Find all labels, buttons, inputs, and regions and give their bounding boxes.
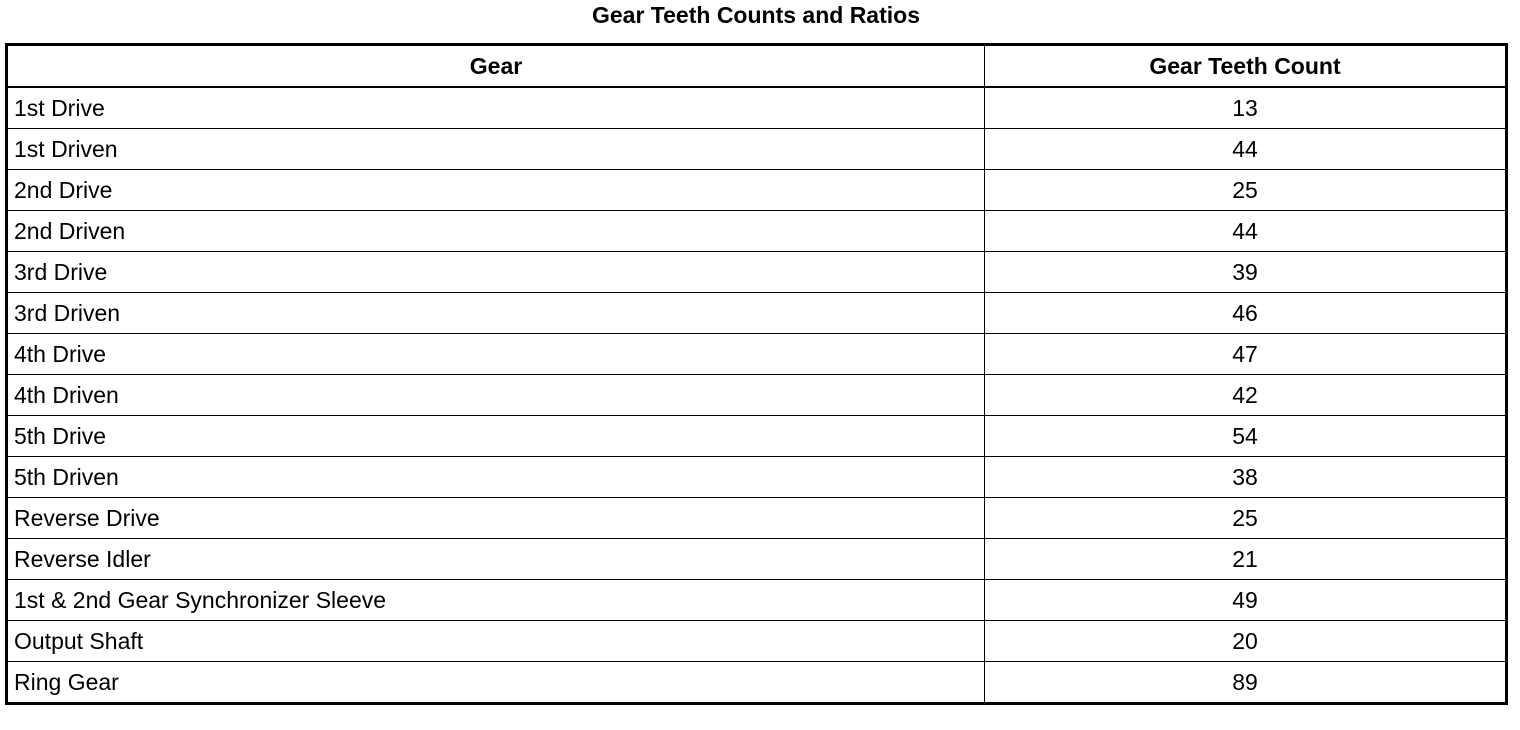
table-row bbox=[7, 252, 1507, 293]
table-row bbox=[7, 539, 1507, 580]
gear-name-cell: Reverse Idler bbox=[7, 539, 985, 580]
teeth-count-cell: 44 bbox=[985, 129, 1507, 170]
table-title: Gear Teeth Counts and Ratios bbox=[591, 2, 920, 28]
column-header-gear-teeth-count: Gear Teeth Count bbox=[985, 45, 1507, 88]
teeth-count-cell: 44 bbox=[985, 211, 1507, 252]
teeth-count-cell: 47 bbox=[985, 334, 1507, 375]
gear-name-cell: 4th Driven bbox=[7, 375, 985, 416]
table-row bbox=[7, 170, 1507, 211]
table-header-row bbox=[7, 45, 1507, 88]
teeth-count-cell: 38 bbox=[985, 457, 1507, 498]
table-row bbox=[7, 580, 1507, 621]
teeth-count-cell: 21 bbox=[985, 539, 1507, 580]
gear-name-cell: 2nd Driven bbox=[7, 211, 985, 252]
table-row bbox=[7, 662, 1507, 704]
table-row bbox=[7, 498, 1507, 539]
table-row bbox=[7, 334, 1507, 375]
table-row bbox=[7, 375, 1507, 416]
teeth-count-cell: 25 bbox=[985, 170, 1507, 211]
gear-name-cell: 1st Drive bbox=[7, 87, 985, 129]
table-row bbox=[7, 293, 1507, 334]
teeth-count-cell: 89 bbox=[985, 662, 1507, 704]
table-row bbox=[7, 129, 1507, 170]
gear-name-cell: 2nd Drive bbox=[7, 170, 985, 211]
gear-name-cell: 3rd Drive bbox=[7, 252, 985, 293]
teeth-count-cell: 49 bbox=[985, 580, 1507, 621]
teeth-count-cell: 54 bbox=[985, 416, 1507, 457]
teeth-count-cell: 42 bbox=[985, 375, 1507, 416]
teeth-count-cell: 13 bbox=[985, 87, 1507, 129]
table-row bbox=[7, 457, 1507, 498]
gear-name-cell: 5th Driven bbox=[7, 457, 985, 498]
table-row bbox=[7, 211, 1507, 252]
table-row bbox=[7, 416, 1507, 457]
gear-name-cell: 1st & 2nd Gear Synchronizer Sleeve bbox=[7, 580, 985, 621]
gear-teeth-table bbox=[5, 43, 1508, 705]
gear-name-cell: Ring Gear bbox=[7, 662, 985, 704]
gear-name-cell: Reverse Drive bbox=[7, 498, 985, 539]
teeth-count-cell: 20 bbox=[985, 621, 1507, 662]
gear-name-cell: 1st Driven bbox=[7, 129, 985, 170]
teeth-count-cell: 25 bbox=[985, 498, 1507, 539]
teeth-count-cell: 39 bbox=[985, 252, 1507, 293]
gear-name-cell: 5th Drive bbox=[7, 416, 985, 457]
gear-name-cell: 4th Drive bbox=[7, 334, 985, 375]
column-header-gear: Gear bbox=[7, 45, 985, 88]
table-row bbox=[7, 621, 1507, 662]
gear-name-cell: Output Shaft bbox=[7, 621, 985, 662]
teeth-count-cell: 46 bbox=[985, 293, 1507, 334]
table-row bbox=[7, 87, 1507, 129]
gear-name-cell: 3rd Driven bbox=[7, 293, 985, 334]
